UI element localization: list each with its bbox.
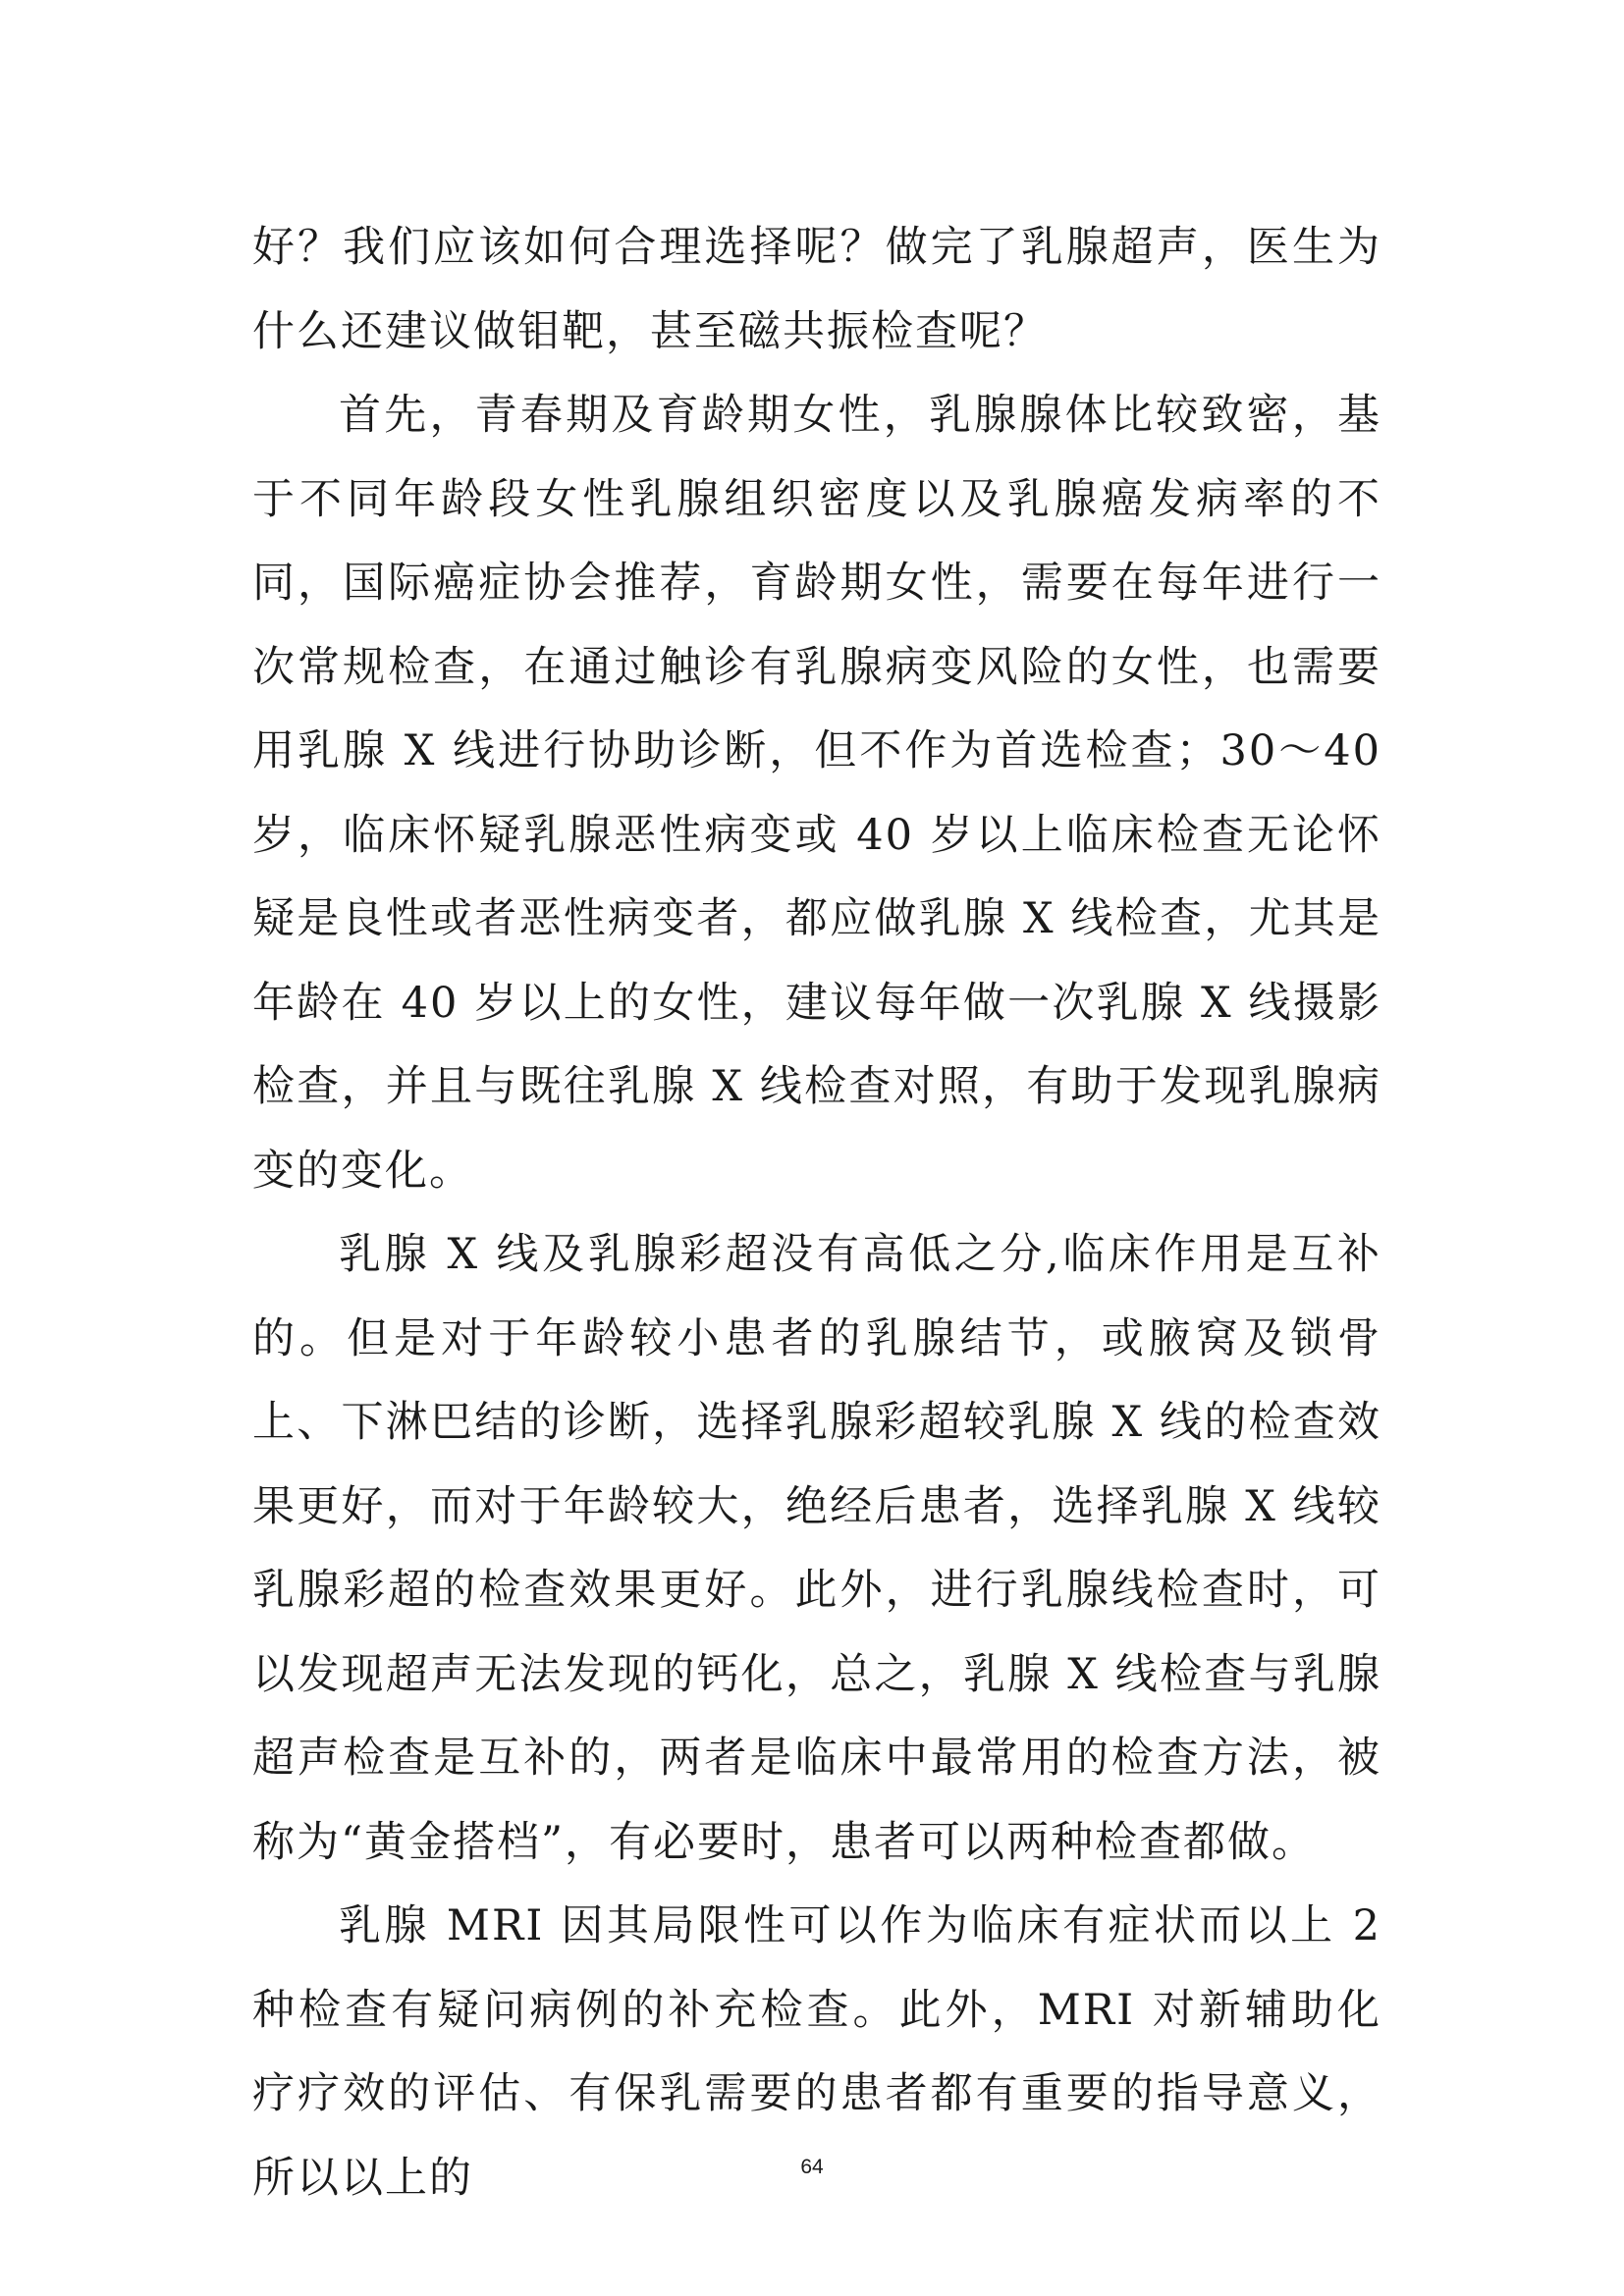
- paragraph-4: 乳腺 MRI 因其局限性可以作为临床有症状而以上 2 种检查有疑问病例的补充检查。此外，MRI 对新辅助化疗疗效的评估、有保乳需要的患者都有重要的指导意义，所以以上的: [252, 1901, 1381, 2203]
- body-text: [252, 206, 1381, 2220]
- paragraph-1: 好？我们应该如何合理选择呢？做完了乳腺超声，医生为什么还建议做钼靶，甚至磁共振检查呢？: [252, 223, 1381, 356]
- paragraph-3: 乳腺 X 线及乳腺彩超没有高低之分,临床作用是互补的。但是对于年龄较小患者的乳腺结节，或腋窝及锁骨上、下淋巴结的诊断，选择乳腺彩超较乳腺 X 线的检查效果更好，而对于年龄较大，绝经后患者，选择乳腺 X 线较乳腺彩超的检查效果更好。此外，进行乳腺线检查时，可以发现超声无法发现的钙化，总之，乳腺 X 线检查与乳腺超声检查是互补的，两者是临床中最常用的检查方法，被称为“黄金搭档”，有必要时，患者可以两种检查都做。: [252, 1230, 1381, 1867]
- page-number: 64: [800, 2156, 824, 2178]
- paragraph-2: 首先，青春期及育龄期女性，乳腺腺体比较致密，基于不同年龄段女性乳腺组织密度以及乳腺癌发病率的不同，国际癌症协会推荐，育龄期女性，需要在每年进行一次常规检查，在通过触诊有乳腺病变风险的女性，也需要用乳腺 X 线进行协助诊断，但不作为首选检查；30～40 岁，临床怀疑乳腺恶性病变或 40 岁以上临床检查无论怀疑是良性或者恶性病变者，都应做乳腺 X 线检查，尤其是年龄在 40 岁以上的女性，建议每年做一次乳腺 X 线摄影检查，并且与既往乳腺 X 线检查对照，有助于发现乳腺病变的变化。: [252, 391, 1381, 1196]
